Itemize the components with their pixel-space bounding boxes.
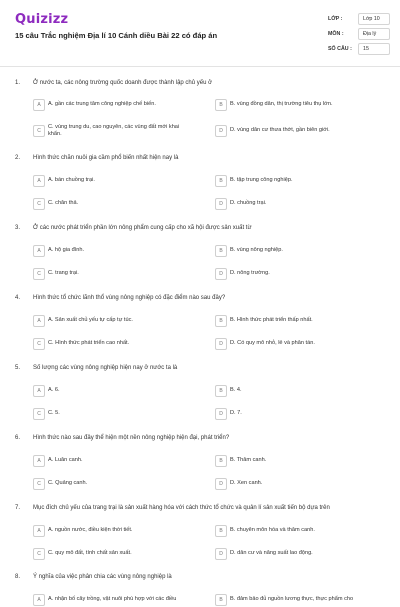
option-text: B. đảm bảo đủ nguồn lương thực, thực phẩm cho bbox=[230, 596, 354, 602]
option-c[interactable] bbox=[33, 336, 203, 351]
option-c[interactable] bbox=[33, 266, 203, 281]
option-letter-box: A bbox=[33, 315, 45, 327]
option-text: B. chuyên môn hóa và thâm canh. bbox=[230, 527, 315, 533]
option-d[interactable] bbox=[215, 476, 385, 491]
option-letter-box: D bbox=[215, 338, 227, 350]
option-text: C. quy mô đất, tính chất sản xuất. bbox=[48, 550, 132, 556]
option-text: A. 6. bbox=[48, 387, 60, 393]
worksheet-header bbox=[0, 0, 400, 62]
option-c[interactable] bbox=[33, 120, 198, 142]
option-b[interactable] bbox=[215, 313, 385, 328]
question-text: Số lượng các vùng nông nghiệp hiện nay ở nước ta là bbox=[33, 365, 178, 371]
option-letter-box: A bbox=[33, 245, 45, 257]
option-b[interactable] bbox=[215, 453, 385, 468]
option-letter-box: D bbox=[215, 478, 227, 490]
option-a[interactable] bbox=[33, 453, 203, 468]
option-text: A. nguồn nước, điều kiện thời tiết. bbox=[48, 527, 133, 533]
option-letter-box: A bbox=[33, 455, 45, 467]
option-b[interactable] bbox=[215, 173, 385, 188]
option-a[interactable] bbox=[33, 97, 203, 112]
worksheet-title: 15 câu Trắc nghiệm Địa lí 10 Cánh diều Bài 22 có đáp án bbox=[15, 31, 218, 40]
option-b[interactable] bbox=[215, 97, 385, 112]
option-text: C. vùng trung du, cao nguyên, các vùng đất mới khai khẩn. bbox=[48, 124, 180, 137]
option-a[interactable] bbox=[33, 523, 203, 538]
option-letter-box: C bbox=[33, 478, 45, 490]
option-text: A. Luân canh. bbox=[48, 457, 83, 463]
option-letter-box: C bbox=[33, 338, 45, 350]
option-text: A. gần các trung tâm công nghiệp chế biến. bbox=[48, 101, 156, 107]
option-letter-box: B bbox=[215, 594, 227, 606]
option-letter-box: D bbox=[215, 198, 227, 210]
question-text: Mục đích chủ yếu của trang trại là sản xuất hàng hóa với cách thức tổ chức và quản lí sản xuất tiến bộ dựa trên bbox=[33, 505, 330, 511]
question-number: 5. bbox=[15, 365, 21, 371]
option-letter-box: A bbox=[33, 525, 45, 537]
option-c[interactable] bbox=[33, 406, 203, 421]
option-text: D. dân cư và năng suất lao động. bbox=[230, 550, 313, 556]
option-letter-box: D bbox=[215, 125, 227, 137]
option-letter-box: B bbox=[215, 525, 227, 537]
option-text: D. Xen canh. bbox=[230, 480, 263, 486]
quizizz-logo: Quizizz bbox=[15, 12, 69, 27]
option-text: A. bán chuồng trại. bbox=[48, 177, 95, 183]
option-letter-box: C bbox=[33, 548, 45, 560]
option-a[interactable] bbox=[33, 383, 203, 398]
option-a[interactable] bbox=[33, 243, 203, 258]
option-letter-box: A bbox=[33, 99, 45, 111]
option-c[interactable] bbox=[33, 476, 203, 491]
question-number: 6. bbox=[15, 435, 21, 441]
option-c[interactable] bbox=[33, 546, 203, 561]
option-a[interactable] bbox=[33, 313, 203, 328]
option-text: D. chuồng trại. bbox=[230, 200, 267, 206]
option-a[interactable] bbox=[33, 173, 203, 188]
header-divider bbox=[0, 66, 400, 67]
option-letter-box: B bbox=[215, 175, 227, 187]
option-text: B. Thâm canh. bbox=[230, 457, 267, 463]
option-letter-box: A bbox=[33, 175, 45, 187]
option-letter-box: A bbox=[33, 385, 45, 397]
option-text: A. nhận bố cây trồng, vật nuôi phù hợp với các điều bbox=[48, 596, 177, 602]
option-letter-box: C bbox=[33, 198, 45, 210]
option-d[interactable] bbox=[215, 196, 385, 211]
option-d[interactable] bbox=[215, 406, 385, 421]
option-text: C. Quảng canh. bbox=[48, 480, 88, 486]
option-text: D. nông trường. bbox=[230, 270, 270, 276]
meta-value-field: Lớp 10 bbox=[358, 13, 390, 25]
question-text: Ở các nước phát triển phần lớn nông phẩm cung cấp cho xã hội được sản xuất từ bbox=[33, 225, 252, 231]
option-text: C. 5. bbox=[48, 410, 60, 416]
option-d[interactable] bbox=[215, 266, 385, 281]
option-letter-box: B bbox=[215, 99, 227, 111]
option-text: B. 4. bbox=[230, 387, 242, 393]
option-b[interactable] bbox=[215, 243, 385, 258]
option-letter-box: D bbox=[215, 548, 227, 560]
meta-row-count bbox=[328, 41, 390, 56]
meta-row-subject bbox=[328, 26, 390, 41]
option-text: B. vùng đồng dân, thị trường tiêu thụ lớn. bbox=[230, 101, 333, 107]
option-b[interactable] bbox=[215, 523, 385, 538]
question-number: 8. bbox=[15, 574, 21, 580]
option-letter-box: C bbox=[33, 125, 45, 137]
question-number: 7. bbox=[15, 505, 21, 511]
option-letter-box: B bbox=[215, 315, 227, 327]
option-letter-box: D bbox=[215, 408, 227, 420]
question-number: 2. bbox=[15, 155, 21, 161]
option-letter-box: C bbox=[33, 268, 45, 280]
question-text: Hình thức nào sau đây thể hiện một nền nông nghiệp hiện đại, phát triển? bbox=[33, 435, 230, 441]
option-d[interactable] bbox=[215, 336, 385, 351]
option-letter-box: B bbox=[215, 245, 227, 257]
option-letter-box: D bbox=[215, 268, 227, 280]
question-number: 3. bbox=[15, 225, 21, 231]
option-d[interactable] bbox=[215, 546, 385, 561]
option-text: B. Hình thức phát triển thấp nhất. bbox=[230, 317, 313, 323]
option-letter-box: A bbox=[33, 594, 45, 606]
option-c[interactable] bbox=[33, 196, 203, 211]
question-text: Hình thức chăn nuôi gia cầm phổ biến nhất hiện nay là bbox=[33, 155, 179, 161]
meta-label: SỐ CÂU : bbox=[328, 45, 352, 52]
option-text: A. hộ gia đình. bbox=[48, 247, 85, 253]
option-d[interactable] bbox=[215, 123, 385, 138]
meta-value-field: 15 bbox=[358, 43, 390, 55]
option-text: D. 7. bbox=[230, 410, 242, 416]
option-text: A. Sản xuất chủ yếu tự cấp tự túc. bbox=[48, 317, 133, 323]
meta-row-grade bbox=[328, 11, 390, 26]
option-b[interactable] bbox=[215, 383, 385, 398]
meta-label: MÔN : bbox=[328, 30, 344, 37]
question-text: Ở nước ta, các nông trường quốc doanh được thành lập chủ yếu ở bbox=[33, 80, 213, 86]
option-text: B. tập trung công nghiệp. bbox=[230, 177, 293, 183]
meta-label: LỚP : bbox=[328, 15, 343, 22]
question-text: Ý nghĩa của việc phân chia các vùng nông nghiệp là bbox=[33, 574, 172, 580]
meta-value-field: Địa lý bbox=[358, 28, 390, 40]
worksheet-meta bbox=[328, 11, 390, 56]
option-text: C. trang trại. bbox=[48, 270, 79, 276]
option-letter-box: B bbox=[215, 455, 227, 467]
option-text: B. vùng nông nghiệp. bbox=[230, 247, 283, 253]
question-number: 4. bbox=[15, 295, 21, 301]
question-number: 1. bbox=[15, 80, 21, 86]
option-letter-box: C bbox=[33, 408, 45, 420]
option-text: C. chăn thả. bbox=[48, 200, 79, 206]
option-text: C. Hình thức phát triển cao nhất. bbox=[48, 340, 130, 346]
question-text: Hình thức tổ chức lãnh thổ vùng nông nghiệp có đặc điểm nào sau đây? bbox=[33, 295, 226, 301]
option-text: D. vùng dân cư thưa thớt, gần biên giới. bbox=[230, 127, 330, 133]
option-text: D. Có quy mô nhỏ, lẻ và phân tán. bbox=[230, 340, 315, 346]
option-letter-box: B bbox=[215, 385, 227, 397]
